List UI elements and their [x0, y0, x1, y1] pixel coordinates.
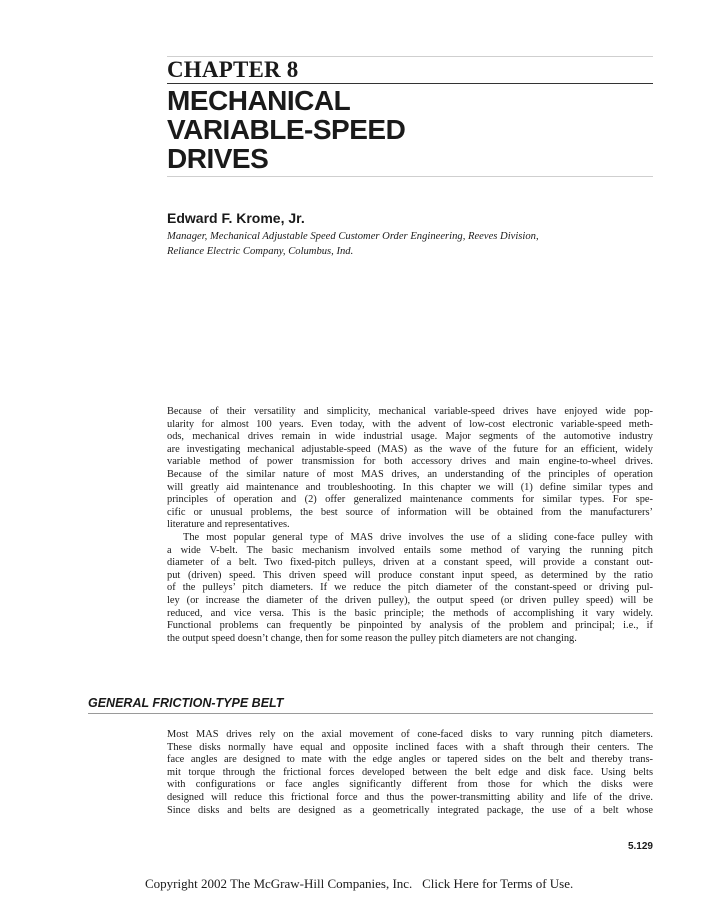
text-line: ularity for almost 100 years. Even today, with the advent of low-cost electronic variable-speed meth-	[167, 418, 653, 430]
text-line: diameter of a belt. Two fixed-pitch pulleys, driven at a constant speed, will provide a constant out-	[167, 557, 653, 569]
chapter-title-line: VARIABLE-SPEED	[167, 114, 406, 145]
text-line: variable method of power transmission for both accessory drives and main engine-to-wheel drives.	[167, 456, 653, 468]
text-line: ods, mechanical drives remain in wide industrial usage. Major segments of the automotive industry	[167, 431, 653, 443]
text-line: designed will reduce this frictional force and thus the power-transmitting ability and life of the drive.	[167, 791, 653, 803]
author-affiliation-line: Manager, Mechanical Adjustable Speed Customer Order Engineering, Reeves Division,	[167, 231, 539, 242]
intro-paragraph-1	[167, 406, 653, 532]
text-line: cific or unusual problems, the best source of information will be obtained from the manufacturers’	[167, 506, 653, 518]
chapter-label: CHAPTER 8	[167, 57, 299, 82]
text-line: mit torque through the frictional forces developed between the belt edge and disk face. Using belts	[167, 766, 653, 778]
text-line: the output speed doesn’t change, then for some reason the pulley pitch diameters are not changing.	[167, 632, 577, 644]
chapter-title-line: DRIVES	[167, 143, 269, 174]
text-line: The most popular general type of MAS drive involves the use of a sliding cone-face pulley with	[183, 531, 653, 543]
text-line: reduced, and vice versa. This is the basic principle; the methods of accomplishing it vary widely.	[167, 607, 653, 619]
text-line: literature and representatives.	[167, 519, 290, 531]
section-heading: GENERAL FRICTION-TYPE BELT	[88, 696, 284, 710]
intro-paragraph-2	[167, 532, 653, 645]
text-line: of the pulleys’ pitch diameters. If we reduce the pitch diameter of the constant-speed or driving pul-	[167, 582, 653, 594]
text-line: with configurations or face angles significantly different from those for which the disks were	[167, 779, 653, 791]
text-line: These disks normally have equal and opposite inclined faces with a shaft through their centers. The	[167, 741, 653, 753]
intro-text	[167, 406, 653, 645]
copyright-text: Copyright 2002 The McGraw-Hill Companies, Inc.	[145, 876, 413, 891]
text-line: Most MAS drives rely on the axial movement of cone-faced disks to vary running pitch diameters.	[167, 729, 653, 740]
footer	[145, 876, 573, 892]
text-line: ley (or increase the diameter of the driven pulley), the output speed (or driven pulley speed) will be	[167, 594, 653, 606]
section-rule	[88, 713, 653, 714]
text-line: Functional problems can frequently be pinpointed by analysis of the problem and principal; i.e., if	[167, 620, 653, 632]
section-text	[167, 729, 653, 817]
author-affiliation-line: Reliance Electric Company, Columbus, Ind.	[167, 246, 354, 257]
page-number: 5.129	[627, 841, 653, 852]
chapter-title-line: MECHANICAL	[167, 85, 351, 116]
section-paragraph	[167, 729, 653, 817]
chapter-title	[167, 86, 653, 173]
text-line: face angles are designed to mate with the edge angles or tapered sides on the belt and thereby trans-	[167, 754, 653, 766]
terms-of-use-link[interactable]: Click Here for Terms of Use.	[422, 876, 574, 891]
title-bottom-rule	[167, 176, 653, 177]
text-line: Since disks and belts are designed as a geometrically integrated package, the use of a belt whose	[167, 804, 653, 816]
text-line: put (driven) speed. This driven speed will produce constant input speed, as determined by the ratio	[167, 569, 653, 581]
author-affiliation	[167, 229, 647, 259]
chapter-rule	[167, 83, 653, 84]
text-line: principles of operation and (2) offer generalized maintenance comments for similar types. For spe-	[167, 494, 653, 506]
text-line: Because of their versatility and simplicity, mechanical variable-speed drives have enjoyed wide pop-	[167, 406, 653, 417]
text-line: Because of the similar nature of most MAS drives, an understanding of the principles of operation	[167, 468, 653, 480]
text-line: a wide V-belt. The basic mechanism involved entails some method of varying the running pitch	[167, 544, 653, 556]
text-line: are investigating mechanical adjustable-speed (MAS) as the wave of the future for an efficient, widely	[167, 443, 653, 455]
text-line: will greatly aid maintenance and troubleshooting. In this chapter we will (1) define similar types and	[167, 481, 653, 493]
author-name: Edward F. Krome, Jr.	[167, 210, 305, 226]
